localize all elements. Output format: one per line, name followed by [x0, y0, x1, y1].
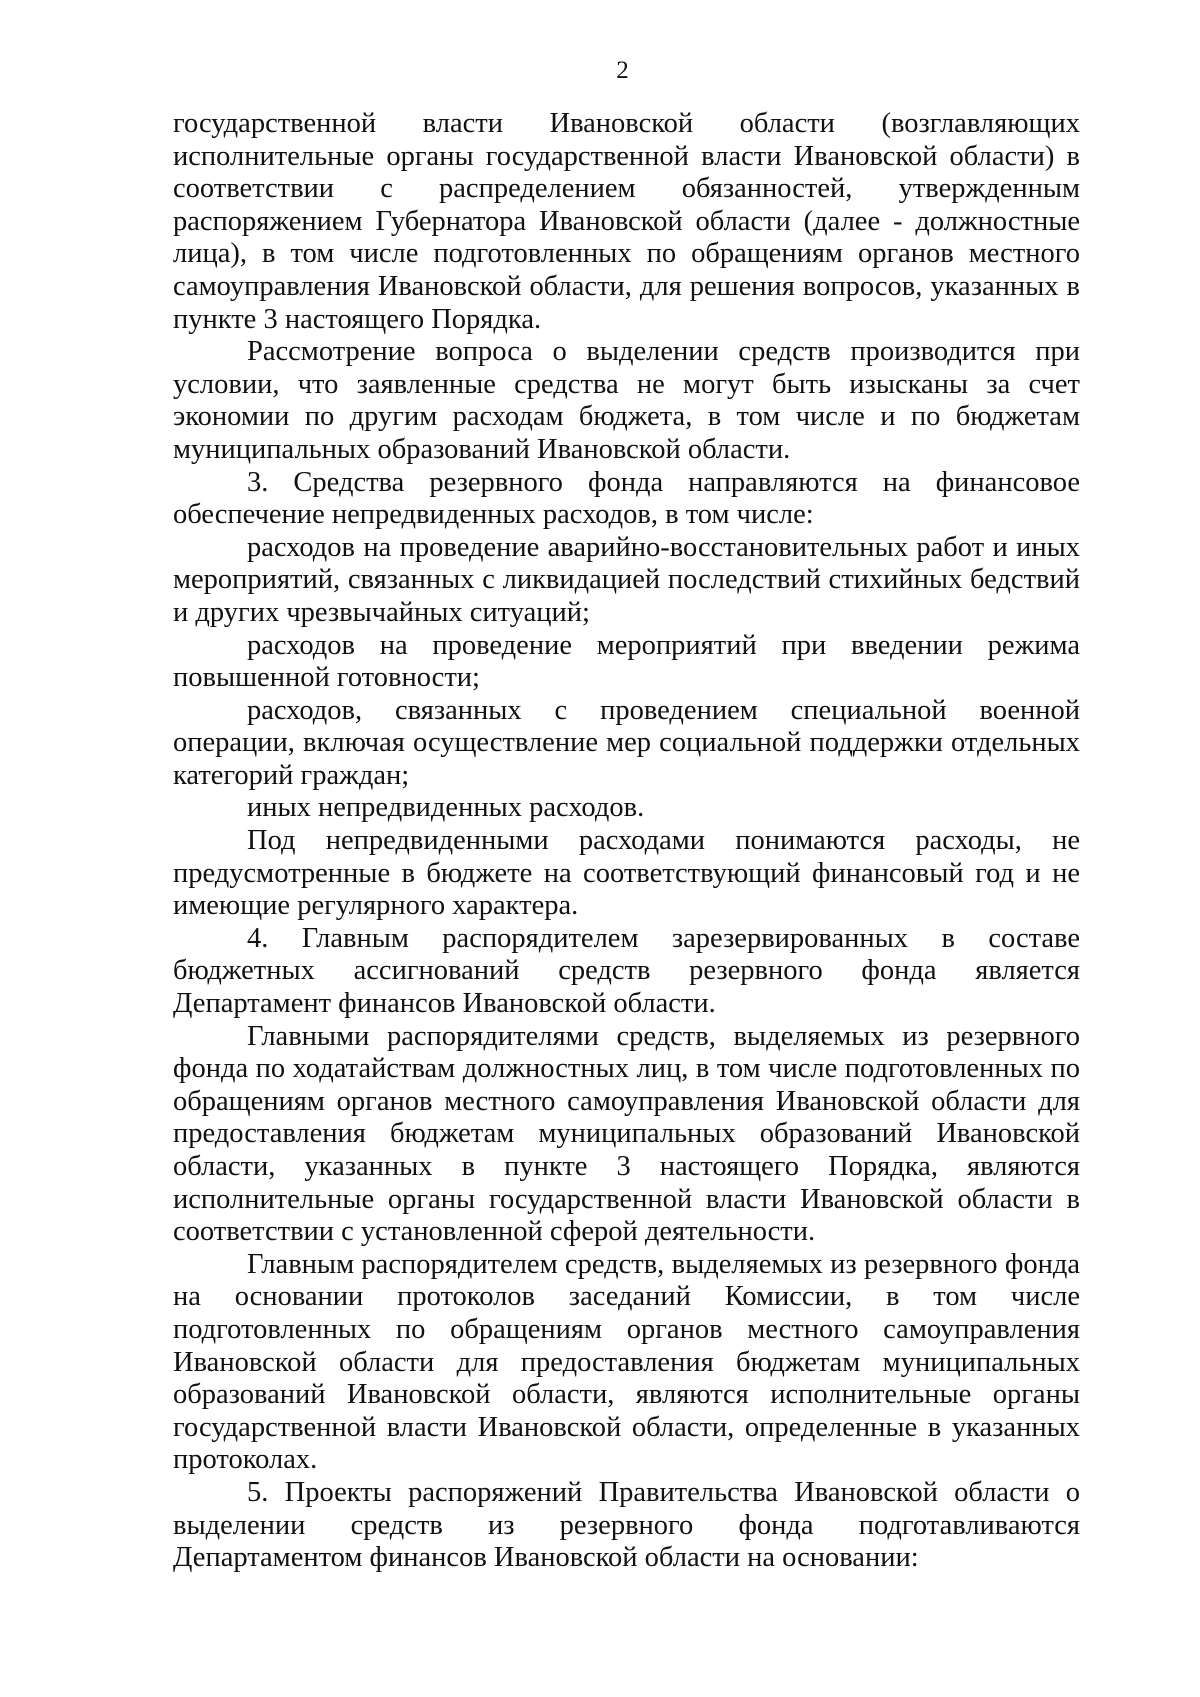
paragraph-commission-administrators: Главным распорядителем средств, выделяемых из резервного фонда на основании протоколов заседаний Комиссии, в том числе подготовленных по обращениям органов местного самоуправления Ивановской области для предоставления бюджетам муниципальных образований Ивановской области, являются исполнительные органы государственной власти Ивановской области, определенные в указанных протоколах. — [173, 1248, 1080, 1476]
paragraph-other-expenses: иных непредвиденных расходов. — [247, 792, 645, 824]
paragraph-special-operation-expenses: расходов, связанных с проведением специальной военной операции, включая осуществление мер социальной поддержки отдельных категорий граждан; — [173, 694, 1080, 791]
paragraph-item-4: 4. Главным распорядителем зарезервированных в составе бюджетных ассигнований средств резервного фонда является Департамент финансов Ивановской области. — [173, 922, 1080, 1020]
paragraph-consideration-condition: Рассмотрение вопроса о выделении средств производится при условии, что заявленные средства не могут быть изысканы за счет экономии по другим расходам бюджета, в том числе и по бюджетам муниципальных образований Ивановской области. — [173, 336, 1080, 465]
paragraph-high-alert-expenses: расходов на проведение мероприятий при введении режима повышенной готовности; — [173, 629, 1080, 694]
paragraph-emergency-expenses: расходов на проведение аварийно-восстановительных работ и иных мероприятий, связанных с ликвидацией последствий стихийных бедствий и других чрезвычайных ситуаций; — [173, 531, 1080, 628]
paragraph-item-3: 3. Средства резервного фонда направляются на финансовое обеспечение непредвиденных расходов, в том числе: — [173, 466, 1080, 531]
paragraph-item-5: 5. Проекты распоряжений Правительства Ивановской области о выделении средств из резервного фонда подготавливаются Департаментом финансов Ивановской области на основании: — [173, 1476, 1080, 1574]
page-number: 2 — [616, 57, 629, 84]
paragraph-petition-administrators: Главными распорядителями средств, выделяемых из резервного фонда по ходатайствам должностных лиц, в том числе подготовленных по обращениям органов местного самоуправления Ивановской области для предоставления бюджетам муниципальных образований Ивановской области, указанных в пункте 3 настоящего Порядка, являются исполнительные органы государственной власти Ивановской области в соответствии с установленной сферой деятельности. — [173, 1020, 1080, 1248]
paragraph-continuation: государственной власти Ивановской области (возглавляющих исполнительные органы государственной власти Ивановской области) в соответствии с распределением обязанностей, утвержденным распоряжением Губернатора Ивановской области (далее - должностные лица), в том числе подготовленных по обращениям органов местного самоуправления Ивановской области, для решения вопросов, указанных в пункте 3 настоящего Порядка. — [173, 108, 1080, 335]
paragraph-unforeseen-definition: Под непредвиденными расходами понимаются расходы, не предусмотренные в бюджете на соответствующий финансовый год и не имеющие регулярного характера. — [173, 825, 1080, 922]
document-body — [173, 108, 1080, 1575]
